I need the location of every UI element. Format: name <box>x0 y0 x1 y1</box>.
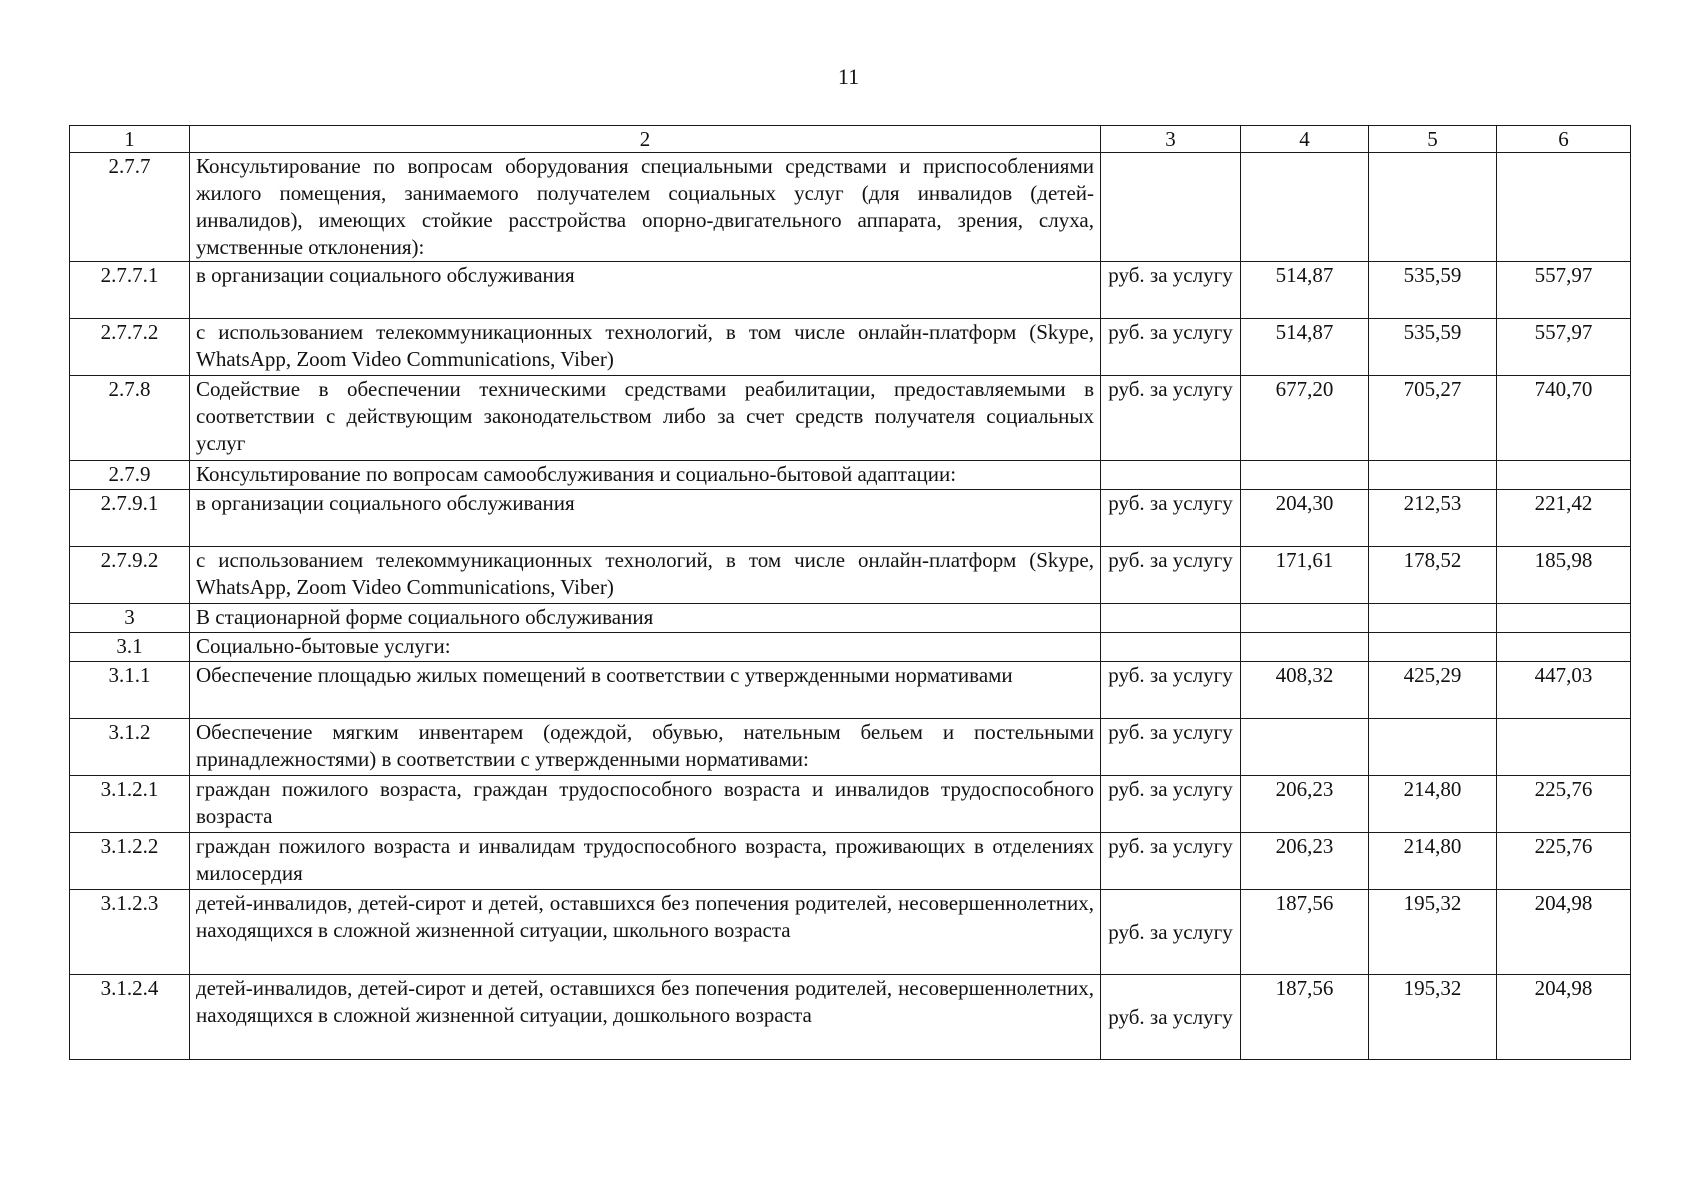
row-value-col5 <box>1369 633 1497 662</box>
table-row <box>70 719 1631 776</box>
row-value-col4: 677,20 <box>1241 376 1369 461</box>
row-unit <box>1101 461 1241 490</box>
row-unit: руб. за услугу <box>1101 319 1241 376</box>
row-value-col5: 212,53 <box>1369 490 1497 547</box>
row-value-col6 <box>1497 153 1631 262</box>
table-row <box>70 833 1631 890</box>
row-value-col5 <box>1369 719 1497 776</box>
row-description: Консультирование по вопросам самообслуживания и социально-бытовой адаптации: <box>190 461 1101 490</box>
row-value-col6: 225,76 <box>1497 833 1631 890</box>
row-code: 2.7.8 <box>70 376 190 461</box>
row-value-col6 <box>1497 719 1631 776</box>
row-description: граждан пожилого возраста и инвалидам трудоспособного возраста, проживающих в отделениях милосердия <box>190 833 1101 890</box>
row-value-col4: 187,56 <box>1241 890 1369 975</box>
row-value-col5: 214,80 <box>1369 833 1497 890</box>
row-value-col6: 447,03 <box>1497 662 1631 719</box>
table-row <box>70 490 1631 547</box>
row-code: 2.7.7 <box>70 153 190 262</box>
header-cell: 5 <box>1369 126 1497 153</box>
header-cell: 4 <box>1241 126 1369 153</box>
row-unit: руб. за услугу <box>1101 376 1241 461</box>
table-row <box>70 890 1631 975</box>
row-unit: руб. за услугу <box>1101 547 1241 604</box>
row-description: с использованием телекоммуникационных технологий, в том числе онлайн-платформ (Skype, WhatsApp, Zoom Video Communications, Viber) <box>190 319 1101 376</box>
row-code: 3.1.2.3 <box>70 890 190 975</box>
header-cell: 3 <box>1101 126 1241 153</box>
row-code: 2.7.7.1 <box>70 262 190 319</box>
row-unit: руб. за услугу <box>1101 662 1241 719</box>
row-value-col4: 408,32 <box>1241 662 1369 719</box>
table-row <box>70 153 1631 262</box>
row-value-col5 <box>1369 461 1497 490</box>
row-value-col6: 185,98 <box>1497 547 1631 604</box>
header-cell: 1 <box>70 126 190 153</box>
table-row <box>70 547 1631 604</box>
tariff-table <box>69 125 1631 1060</box>
row-value-col4: 514,87 <box>1241 262 1369 319</box>
row-unit: руб. за услугу <box>1101 776 1241 833</box>
header-cell: 2 <box>190 126 1101 153</box>
row-code: 2.7.9.2 <box>70 547 190 604</box>
row-value-col4: 204,30 <box>1241 490 1369 547</box>
row-description: с использованием телекоммуникационных технологий, в том числе онлайн-платформ (Skype, WhatsApp, Zoom Video Communications, Viber) <box>190 547 1101 604</box>
row-unit: руб. за услугу <box>1101 975 1241 1060</box>
row-unit: руб. за услугу <box>1101 890 1241 975</box>
row-description: В стационарной форме социального обслуживания <box>190 604 1101 633</box>
row-value-col6: 204,98 <box>1497 890 1631 975</box>
row-unit <box>1101 604 1241 633</box>
row-code: 2.7.9.1 <box>70 490 190 547</box>
row-value-col6: 557,97 <box>1497 262 1631 319</box>
row-code: 2.7.7.2 <box>70 319 190 376</box>
row-value-col5 <box>1369 604 1497 633</box>
table-row <box>70 776 1631 833</box>
row-description: Обеспечение мягким инвентарем (одеждой, обувью, нательным бельем и постельными принадлежностями) в соответствии с утвержденными нормативами: <box>190 719 1101 776</box>
header-cell: 6 <box>1497 126 1631 153</box>
row-value-col4: 514,87 <box>1241 319 1369 376</box>
row-value-col5: 178,52 <box>1369 547 1497 604</box>
row-description: в организации социального обслуживания <box>190 490 1101 547</box>
row-value-col4 <box>1241 604 1369 633</box>
row-code: 3.1.2 <box>70 719 190 776</box>
row-description: Консультирование по вопросам оборудования специальными средствами и приспособлениями жилого помещения, занимаемого получателем социальных услуг (для инвалидов (детей-инвалидов), имеющих стойкие расстройства опорно-двигательного аппарата, зрения, слуха, умственные отклонения): <box>190 153 1101 262</box>
row-value-col5: 535,59 <box>1369 319 1497 376</box>
row-code: 2.7.9 <box>70 461 190 490</box>
row-value-col4 <box>1241 461 1369 490</box>
row-value-col6: 557,97 <box>1497 319 1631 376</box>
table-row <box>70 662 1631 719</box>
table-row <box>70 975 1631 1060</box>
row-value-col4: 171,61 <box>1241 547 1369 604</box>
page-number: 11 <box>837 64 860 89</box>
table-row <box>70 633 1631 662</box>
row-unit: руб. за услугу <box>1101 833 1241 890</box>
row-value-col4: 187,56 <box>1241 975 1369 1060</box>
row-value-col5: 705,27 <box>1369 376 1497 461</box>
table-row <box>70 319 1631 376</box>
row-value-col5: 535,59 <box>1369 262 1497 319</box>
row-value-col4 <box>1241 633 1369 662</box>
row-description: граждан пожилого возраста, граждан трудоспособного возраста и инвалидов трудоспособного возраста <box>190 776 1101 833</box>
row-unit: руб. за услугу <box>1101 490 1241 547</box>
row-code: 3.1.2.2 <box>70 833 190 890</box>
row-value-col5: 195,32 <box>1369 890 1497 975</box>
row-code: 3.1.2.1 <box>70 776 190 833</box>
row-description: Содействие в обеспечении техническими средствами реабилитации, предоставляемыми в соответствии с действующим законодательством либо за счет средств получателя социальных услуг <box>190 376 1101 461</box>
row-description: Обеспечение площадью жилых помещений в соответствии с утвержденными нормативами <box>190 662 1101 719</box>
row-description: Социально-бытовые услуги: <box>190 633 1101 662</box>
row-value-col5 <box>1369 153 1497 262</box>
row-description: детей-инвалидов, детей-сирот и детей, оставшихся без попечения родителей, несовершеннолетних, находящихся в сложной жизненной ситуации, школьного возраста <box>190 890 1101 975</box>
header-row <box>70 126 1631 153</box>
row-value-col4: 206,23 <box>1241 833 1369 890</box>
row-unit: руб. за услугу <box>1101 719 1241 776</box>
row-value-col4: 206,23 <box>1241 776 1369 833</box>
row-code: 3.1.1 <box>70 662 190 719</box>
table-row <box>70 604 1631 633</box>
row-description: детей-инвалидов, детей-сирот и детей, оставшихся без попечения родителей, несовершеннолетних, находящихся в сложной жизненной ситуации, дошкольного возраста <box>190 975 1101 1060</box>
row-description: в организации социального обслуживания <box>190 262 1101 319</box>
row-value-col6 <box>1497 633 1631 662</box>
row-unit <box>1101 153 1241 262</box>
row-value-col5: 425,29 <box>1369 662 1497 719</box>
row-value-col4 <box>1241 719 1369 776</box>
row-value-col5: 214,80 <box>1369 776 1497 833</box>
row-value-col4 <box>1241 153 1369 262</box>
row-code: 3.1 <box>70 633 190 662</box>
row-unit: руб. за услугу <box>1101 262 1241 319</box>
table-row <box>70 262 1631 319</box>
row-value-col6: 740,70 <box>1497 376 1631 461</box>
row-code: 3 <box>70 604 190 633</box>
row-code: 3.1.2.4 <box>70 975 190 1060</box>
row-value-col6: 221,42 <box>1497 490 1631 547</box>
row-unit <box>1101 633 1241 662</box>
table-row <box>70 376 1631 461</box>
table-row <box>70 461 1631 490</box>
row-value-col6 <box>1497 461 1631 490</box>
row-value-col5: 195,32 <box>1369 975 1497 1060</box>
row-value-col6 <box>1497 604 1631 633</box>
row-value-col6: 204,98 <box>1497 975 1631 1060</box>
row-value-col6: 225,76 <box>1497 776 1631 833</box>
